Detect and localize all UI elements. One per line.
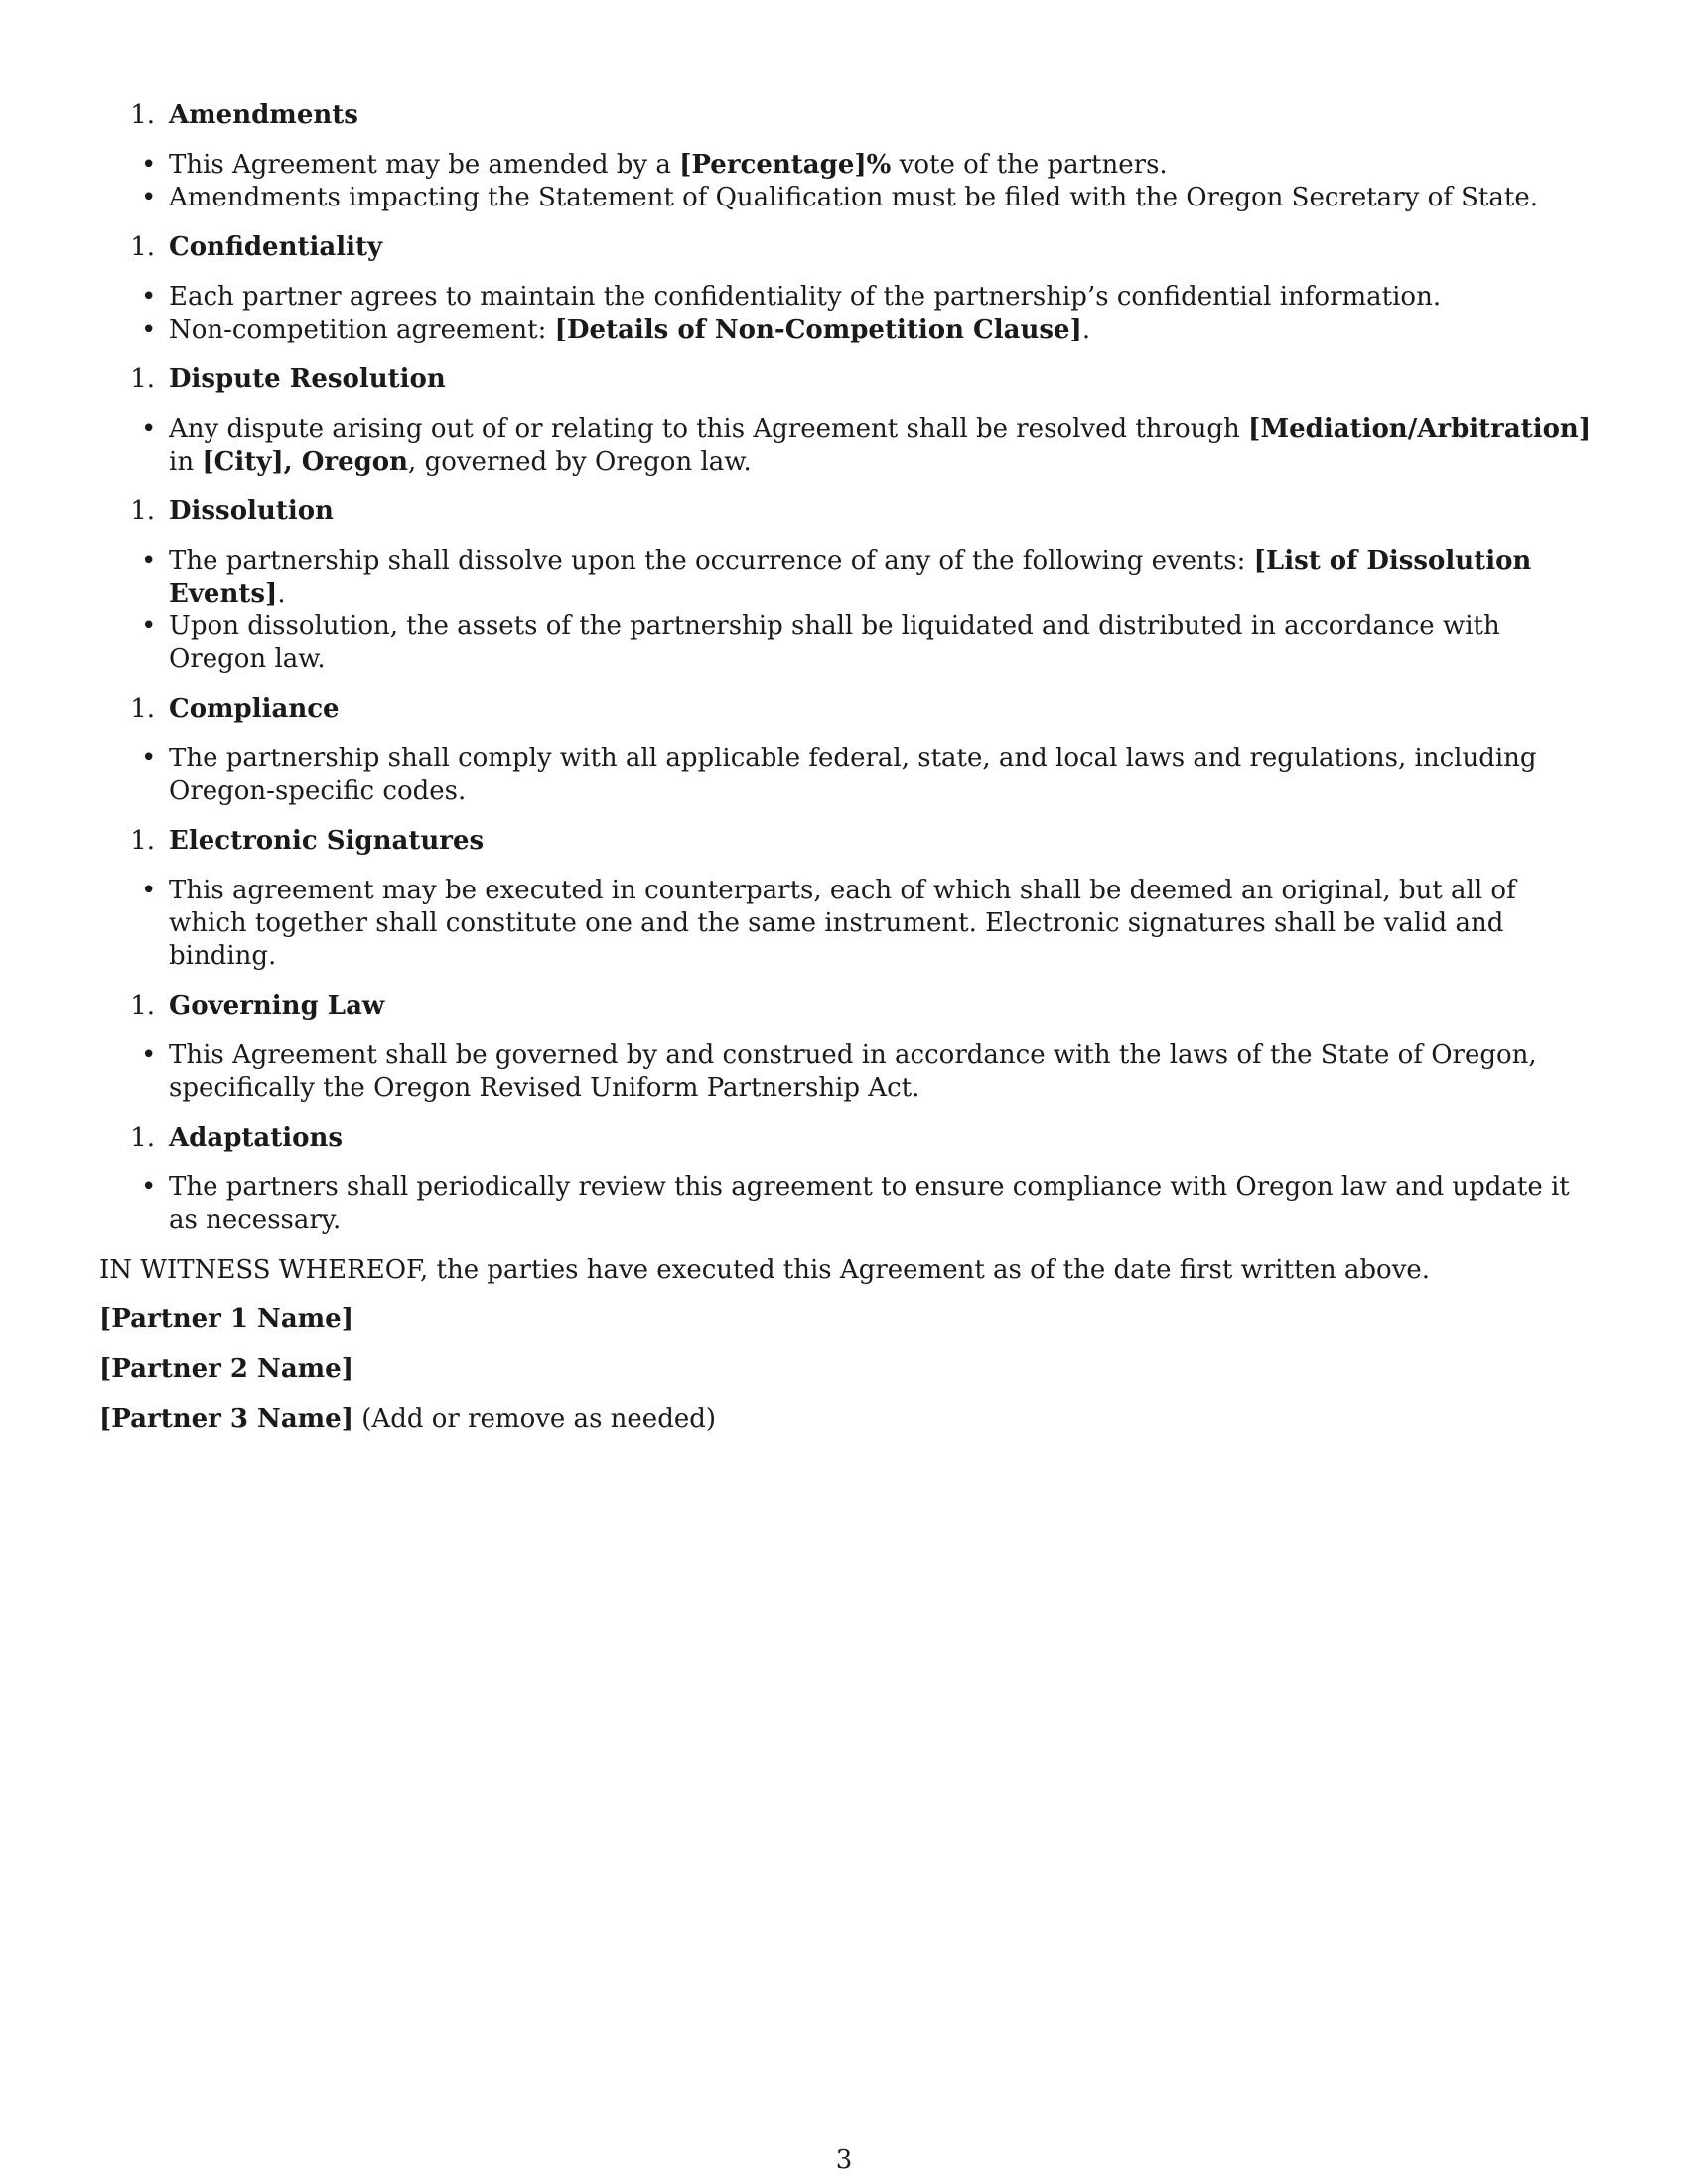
section-number: 1. bbox=[130, 694, 155, 724]
section-title: Dispute Resolution bbox=[169, 364, 446, 394]
section-title: Confidentiality bbox=[169, 232, 383, 262]
placeholder-field: [Mediation/Arbitration] bbox=[1248, 414, 1592, 444]
bullet-icon: • bbox=[141, 546, 157, 576]
list-item bbox=[99, 743, 1594, 808]
signature-line-partner-1 bbox=[99, 1303, 1594, 1336]
bullet-list-amendments bbox=[99, 149, 1594, 214]
document-page bbox=[99, 99, 1594, 1452]
section-heading-compliance bbox=[99, 693, 1594, 726]
signature-note: (Add or remove as needed) bbox=[353, 1404, 717, 1433]
signature-line-partner-2 bbox=[99, 1353, 1594, 1386]
section-title: Governing Law bbox=[169, 991, 385, 1021]
page-number: 3 bbox=[835, 2145, 853, 2175]
list-item bbox=[99, 1171, 1594, 1237]
list-item bbox=[99, 314, 1594, 346]
bullet-icon: • bbox=[141, 183, 157, 212]
bullet-icon: • bbox=[141, 876, 157, 905]
bullet-list-confidentiality bbox=[99, 281, 1594, 346]
bullet-list-governing-law bbox=[99, 1039, 1594, 1105]
bullet-text: The partnership shall dissolve upon the occurrence of any of the following events: bbox=[169, 546, 1254, 576]
bullet-list-compliance bbox=[99, 743, 1594, 808]
bullet-text: Non-competition agreement: bbox=[169, 315, 555, 344]
section-title: Electronic Signatures bbox=[169, 826, 485, 856]
bullet-text: in bbox=[169, 447, 203, 477]
section-heading-adaptations bbox=[99, 1122, 1594, 1155]
bullet-text: The partnership shall comply with all applicable federal, state, and local laws and regulations, including Oregon-specific codes. bbox=[169, 744, 1537, 806]
section-heading-electronic-signatures bbox=[99, 825, 1594, 858]
section-number: 1. bbox=[130, 826, 155, 856]
placeholder-field: [List of Dissolution Events] bbox=[169, 546, 1532, 609]
section-heading-amendments bbox=[99, 99, 1594, 132]
section-number: 1. bbox=[130, 364, 155, 394]
bullet-text: Upon dissolution, the assets of the partnership shall be liquidated and distributed in accordance with Oregon law. bbox=[169, 612, 1500, 674]
partner-name: [Partner 2 Name] bbox=[99, 1354, 354, 1384]
bullet-text: Amendments impacting the Statement of Qualification must be filed with the Oregon Secretary of State. bbox=[169, 183, 1538, 212]
section-title: Compliance bbox=[169, 694, 340, 724]
bullet-text: vote of the partners. bbox=[891, 150, 1168, 180]
bullet-text: . bbox=[277, 579, 286, 609]
section-heading-dissolution bbox=[99, 495, 1594, 528]
list-item bbox=[99, 1039, 1594, 1105]
section-number: 1. bbox=[130, 991, 155, 1021]
section-number: 1. bbox=[130, 232, 155, 262]
bullet-text: Each partner agrees to maintain the confidentiality of the partnership’s confidential information. bbox=[169, 282, 1442, 312]
bullet-text: This Agreement shall be governed by and construed in accordance with the laws of the State of Oregon, specifically the Oregon Revised Uniform Partnership Act. bbox=[169, 1040, 1537, 1103]
section-heading-governing-law bbox=[99, 990, 1594, 1023]
placeholder-field: [City], Oregon bbox=[202, 447, 409, 477]
signature-line-partner-3 bbox=[99, 1403, 1594, 1435]
section-title: Adaptations bbox=[169, 1123, 344, 1153]
list-item bbox=[99, 875, 1594, 973]
bullet-text: Any dispute arising out of or relating to this Agreement shall be resolved through bbox=[169, 414, 1249, 444]
bullet-text: This Agreement may be amended by a bbox=[169, 150, 680, 180]
bullet-icon: • bbox=[141, 414, 157, 444]
bullet-icon: • bbox=[141, 1172, 157, 1202]
bullet-text: , governed by Oregon law. bbox=[408, 447, 752, 477]
bullet-list-adaptations bbox=[99, 1171, 1594, 1237]
placeholder-field: [Percentage]% bbox=[679, 150, 892, 180]
list-item bbox=[99, 281, 1594, 314]
bullet-list-electronic-signatures bbox=[99, 875, 1594, 973]
section-title: Dissolution bbox=[169, 496, 334, 526]
partner-name: [Partner 3 Name] bbox=[99, 1404, 354, 1433]
bullet-icon: • bbox=[141, 315, 157, 344]
bullet-icon: • bbox=[141, 1040, 157, 1070]
section-title: Amendments bbox=[169, 100, 358, 130]
placeholder-field: [Details of Non-Competition Clause] bbox=[554, 315, 1082, 344]
list-item bbox=[99, 545, 1594, 611]
list-item bbox=[99, 182, 1594, 214]
section-number: 1. bbox=[130, 496, 155, 526]
witness-statement: IN WITNESS WHEREOF, the parties have executed this Agreement as of the date first written above. bbox=[99, 1255, 1431, 1285]
section-number: 1. bbox=[130, 1123, 155, 1153]
bullet-icon: • bbox=[141, 612, 157, 641]
section-heading-dispute-resolution bbox=[99, 363, 1594, 396]
section-heading-confidentiality bbox=[99, 231, 1594, 264]
bullet-text: This agreement may be executed in counterparts, each of which shall be deemed an original, but all of which together shall constitute one and the same instrument. Electronic signatures shall be valid and binding. bbox=[169, 876, 1516, 971]
bullet-list-dissolution bbox=[99, 545, 1594, 676]
list-item bbox=[99, 149, 1594, 182]
section-number: 1. bbox=[130, 100, 155, 130]
partner-name: [Partner 1 Name] bbox=[99, 1304, 354, 1334]
list-item bbox=[99, 611, 1594, 676]
list-item bbox=[99, 413, 1594, 478]
bullet-list-dispute-resolution bbox=[99, 413, 1594, 478]
bullet-icon: • bbox=[141, 282, 157, 312]
bullet-icon: • bbox=[141, 150, 157, 180]
bullet-text: The partners shall periodically review this agreement to ensure compliance with Oregon law and update it as necessary. bbox=[169, 1172, 1570, 1235]
bullet-text: . bbox=[1081, 315, 1091, 344]
bullet-icon: • bbox=[141, 744, 157, 773]
